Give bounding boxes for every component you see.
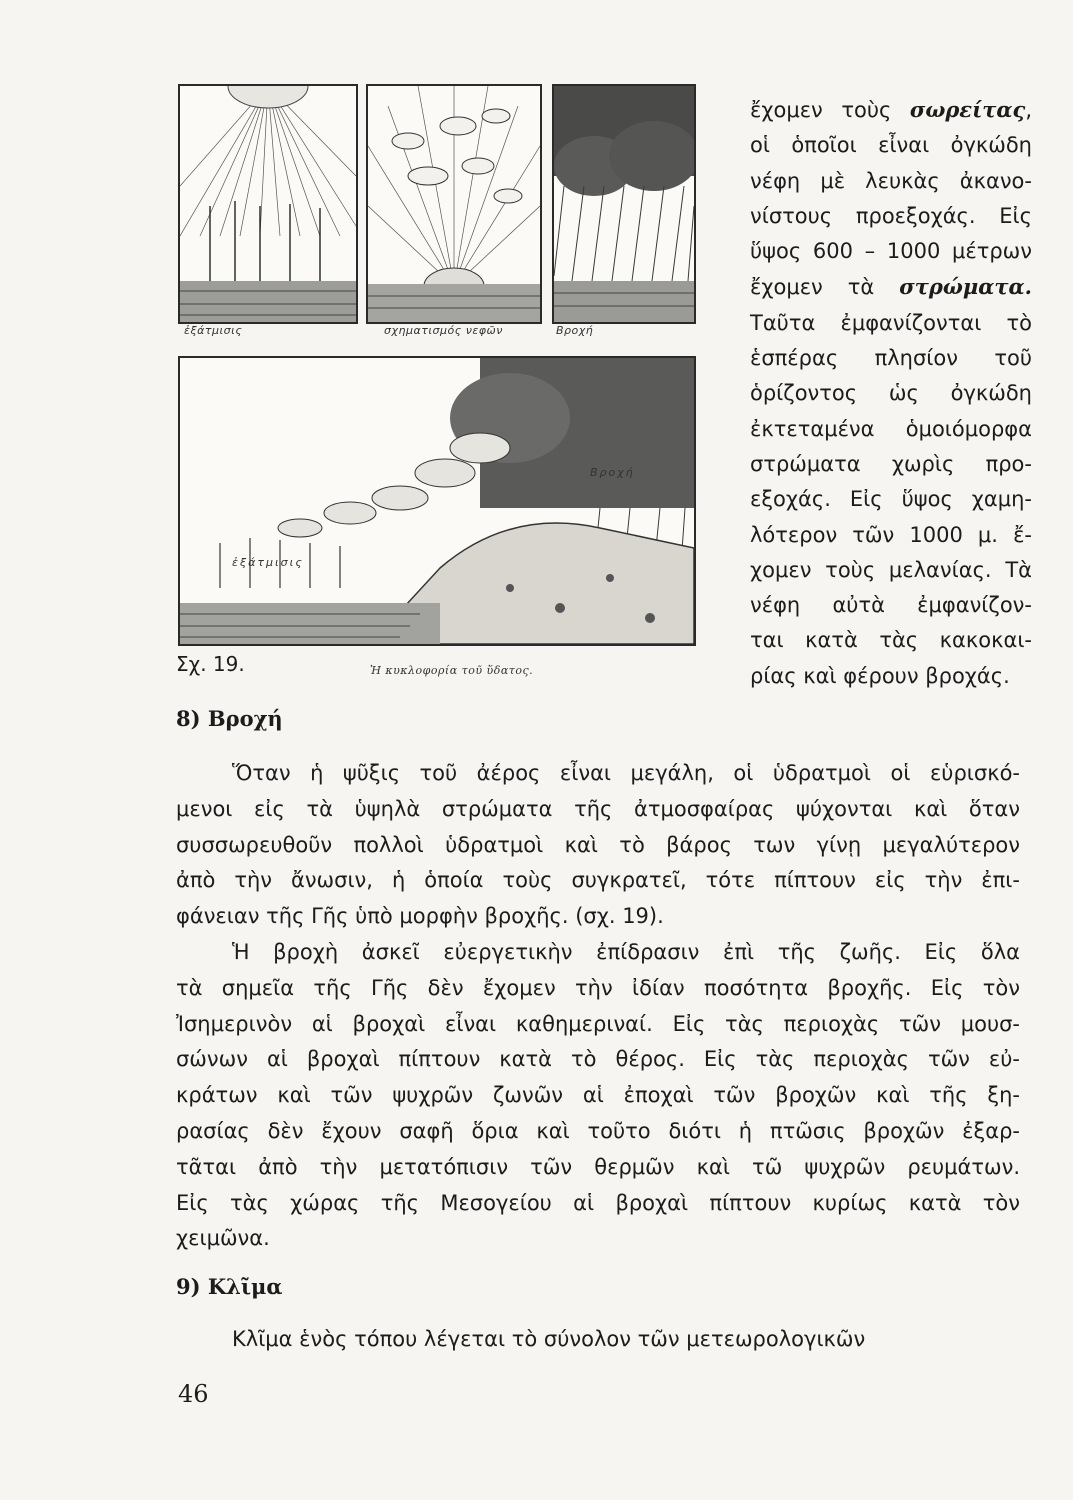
text-line: φάνειαν τῆς Γῆς ὑπὸ μορφὴν βροχῆς. (σχ. 19). <box>176 904 664 929</box>
text-line: ρίας καὶ φέρουν βροχάς. <box>750 663 1010 688</box>
page-number: 46 <box>178 1380 209 1408</box>
text-line: συσσωρευθοῦν πολλοὶ ὑδρατμοὶ καὶ τὸ βάρος των γίνῃ μεγαλύτερον <box>176 832 1020 857</box>
cloud-formation-illustration <box>366 84 542 324</box>
rain-caption: Βροχή <box>556 324 594 337</box>
figure-caption: Ἡ κυκλοφορία τοῦ ὕδατος. <box>370 664 534 677</box>
text-line: Κλῖμα ἑνὸς τόπου λέγεται τὸ σύνολον τῶν μετεωρολογικῶν <box>232 1327 866 1351</box>
evaporation-caption: ἐξάτμισις <box>184 324 243 337</box>
text-line: μενοι εἰς τὰ ὑψηλὰ στρώματα τῆς ἀτμοσφαίρας ψύχονται καὶ ὅταν <box>176 796 1020 821</box>
text-line: οἱ ὁποῖοι εἶναι ὀγκώδη <box>750 133 1032 158</box>
section-heading-rain: 8) Βροχή <box>176 706 283 731</box>
text-line: Ἡ βροχὴ ἀσκεῖ εὐεργετικὴν ἐπίδρασιν ἐπὶ τῆς ζωῆς. Εἰς ὅλα <box>232 940 1020 964</box>
text-line: ἐκτεταμένα ὁμοιόμορφα <box>750 416 1032 441</box>
text-line: νίστους προεξοχάς. Εἰς <box>750 203 1032 228</box>
text-line: ἀπὸ τὴν ἄνωσιν, ἡ ὁποία τοὺς συγκρατεῖ, τότε πίπτουν εἰς τὴν ἐπι- <box>176 868 1020 893</box>
rain-paragraph-1 <box>176 756 1020 935</box>
text-line: στρώματα χωρὶς προ- <box>750 451 1032 476</box>
text-line: ὁρίζοντος ὡς ὀγκώδη <box>750 381 1032 406</box>
text-line: Εἰς τὰς χώρας τῆς Μεσογείου αἱ βροχαὶ πίπτουν κυρίως κατὰ τὸν <box>176 1190 1020 1215</box>
right-column-text <box>750 92 1032 694</box>
section-heading-climate: 9) Κλῖμα <box>176 1274 283 1299</box>
water-cycle-illustration <box>178 356 696 646</box>
text-line: ται κατὰ τὰς κακοκαι- <box>750 628 1032 653</box>
evaporation-inner-label: ἐξάτμισις <box>232 556 304 569</box>
evaporation-illustration <box>178 84 358 324</box>
text-line: Ὅταν ἡ ψῦξις τοῦ ἀέρος εἶναι μεγάλη, οἱ ὑδρατμοὶ οἱ εὑρισκό- <box>232 761 1020 785</box>
text-line: νέφη αὐτὰ ἐμφανίζον- <box>750 593 1032 618</box>
figure-number: Σχ. 19. <box>176 652 245 676</box>
text-line: κράτων καὶ τῶν ψυχρῶν ζωνῶν αἱ ἐποχαὶ τῶν βροχῶν καὶ τῆς ξη- <box>176 1083 1020 1108</box>
climate-paragraph-1 <box>176 1322 1020 1358</box>
text-line: τᾶται ἀπὸ τὴν μετατόπισιν τῶν θερμῶν καὶ τῶ ψυχρῶν ρευμάτων. <box>176 1154 1020 1179</box>
text-line: χειμῶνα. <box>176 1226 270 1251</box>
text-line: χομεν τοὺς μελανίας. Τὰ <box>750 557 1032 582</box>
text-line: σώνων αἱ βροχαὶ πίπτουν κατὰ τὸ θέρος. Εἰς τὰς περιοχὰς τῶν εὐ- <box>176 1047 1020 1072</box>
text-line: Ἰσημερινὸν αἱ βροχαὶ εἶναι καθημεριναί. Εἰς τὰς περιοχὰς τῶν μουσ- <box>176 1011 1020 1036</box>
text-line: ἑσπέρας πλησίον τοῦ <box>750 346 1032 371</box>
rain-paragraph-2 <box>176 935 1020 1257</box>
text-line: νέφη μὲ λευκὰς ἀκανο- <box>750 168 1032 193</box>
cloud-formation-caption: σχηματισμός νεφῶν <box>384 324 503 337</box>
rain-inner-label: Βροχή <box>590 466 635 479</box>
text-line: τὰ σημεῖα τῆς Γῆς δὲν ἔχομεν τὴν ἰδίαν ποσότητα βροχῆς. Εἰς τὸν <box>176 975 1020 1000</box>
text-line: λότερον τῶν 1000 μ. ἔ- <box>750 522 1032 547</box>
text-line: εξοχάς. Εἰς ὕψος χαμη- <box>750 487 1032 512</box>
text-line: ρασίας δὲν ἔχουν σαφῆ ὅρια καὶ τοῦτο διότι ἡ πτῶσις βροχῶν ἐξαρ- <box>176 1118 1020 1143</box>
text-line: ἔχομεν τοὺς σωρείτας, <box>750 97 1032 122</box>
text-line: ἔχομεν τὰ στρώματα. <box>750 274 1032 300</box>
rain-illustration <box>552 84 696 324</box>
text-line: ὕψος 600 – 1000 μέτρων <box>750 239 1032 264</box>
text-line: Ταῦτα ἐμφανίζονται τὸ <box>750 310 1032 335</box>
